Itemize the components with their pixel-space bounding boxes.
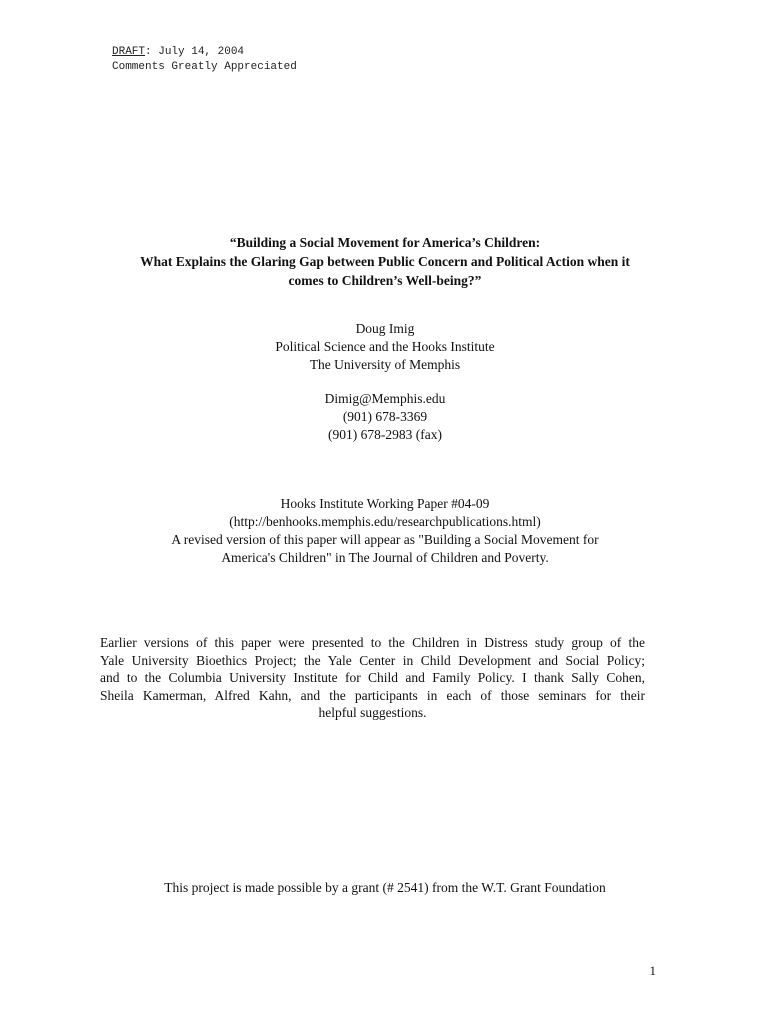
working-paper-block — [85, 495, 685, 567]
draft-header — [112, 45, 297, 75]
contact-fax: (901) 678-2983 (fax) — [328, 427, 442, 442]
draft-label: DRAFT — [112, 46, 146, 58]
draft-date: : July 14, 2004 — [145, 46, 245, 58]
ack-line: and to the Columbia University Institute for Child and Family Policy. I thank Sally Cohen, — [100, 670, 645, 685]
author-affiliation: Political Science and the Hooks Institute — [275, 339, 495, 354]
working-paper-url: (http://benhooks.memphis.edu/researchpublications.html) — [229, 514, 541, 529]
draft-comments: Comments Greatly Appreciated — [112, 61, 297, 73]
title-line-2: What Explains the Glaring Gap between Public Concern and Political Action when it — [140, 254, 630, 269]
page-number: 1 — [649, 963, 656, 978]
contact-email: Dimig@Memphis.edu — [324, 391, 446, 406]
paper-title — [95, 233, 675, 290]
grant-statement: This project is made possible by a grant (# 2541) from the W.T. Grant Foundation — [164, 880, 606, 895]
working-paper-note-1: A revised version of this paper will appear as "Building a Social Movement for — [171, 532, 599, 547]
contact-phone: (901) 678-3369 — [342, 409, 428, 424]
working-paper-note-2: America's Children" in The Journal of Children and Poverty. — [221, 550, 549, 565]
ack-line: Yale University Bioethics Project; the Yale Center in Child Development and Social Policy; — [100, 652, 645, 668]
ack-line: Sheila Kamerman, Alfred Kahn, and the participants in each of those seminars for their — [100, 687, 645, 703]
title-line-1: “Building a Social Movement for America’s Children: — [229, 235, 541, 250]
working-paper-series: Hooks Institute Working Paper #04-09 — [280, 496, 490, 511]
author-block — [85, 320, 685, 374]
ack-line: Earlier versions of this paper were presented to the Children in Distress study group of the — [100, 635, 645, 650]
acknowledgements-paragraph — [100, 634, 645, 722]
author-university: The University of Memphis — [309, 357, 461, 372]
title-line-3: comes to Children’s Well-being?” — [288, 273, 482, 288]
ack-line: helpful suggestions. — [318, 705, 427, 720]
author-name: Doug Imig — [355, 321, 415, 336]
contact-block — [85, 390, 685, 444]
